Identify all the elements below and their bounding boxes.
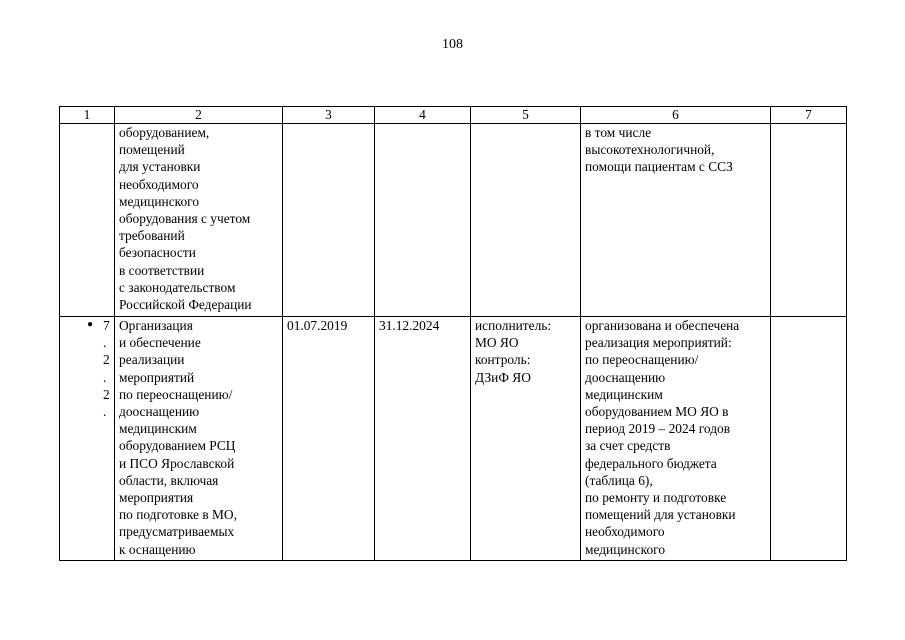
row2-number-cell [60, 317, 115, 561]
row2-start-date: 01.07.2019 [283, 317, 375, 561]
row2-measure-description: Организация и обеспечение реализации мероприятий по переоснащению/ дооснащению медицинским оборудованием РСЦ и ПСО Ярославской области, включая мероприятия по подготовке в МО, предусматриваемых к оснащению [115, 317, 283, 561]
header-cell-1: 1 [60, 107, 115, 124]
header-cell-7: 7 [771, 107, 847, 124]
row1-measure-description: оборудованием, помещений для установки необходимого медицинского оборудования с учетом требований безопасности в соответствии с законодательством Российской Федерации [115, 124, 283, 317]
row1-number-cell [60, 124, 115, 317]
row2-end-date: 31.12.2024 [375, 317, 471, 561]
table-row-continuation [60, 124, 847, 317]
page-number: 108 [442, 37, 463, 52]
item-number: 7 . 2 . 2 . [103, 318, 110, 420]
row1-end-date-cell [375, 124, 471, 317]
row1-result-description: в том числе высокотехнологичной, помощи пациентам с ССЗ [581, 124, 771, 317]
row1-col7-cell [771, 124, 847, 317]
row2-result-description: организована и обеспечена реализация мероприятий: по переоснащению/ дооснащению медицинским оборудованием МО ЯО в период 2019 – 2024 годов за счет средств федерального бюджета (таблица 6), по ремонту и подготовке помещений для установки необходимого медицинского [581, 317, 771, 561]
row1-responsible-cell [471, 124, 581, 317]
list-bullet-icon: ● [87, 319, 94, 330]
header-cell-3: 3 [283, 107, 375, 124]
header-cell-6: 6 [581, 107, 771, 124]
table-header-row [60, 107, 847, 124]
header-cell-2: 2 [115, 107, 283, 124]
row2-responsible: исполнитель: МО ЯО контроль: ДЗиФ ЯО [471, 317, 581, 561]
row2-col7-cell [771, 317, 847, 561]
row1-start-date-cell [283, 124, 375, 317]
document-table [59, 106, 847, 561]
header-cell-4: 4 [375, 107, 471, 124]
header-cell-5: 5 [471, 107, 581, 124]
table-row-7-2-2 [60, 317, 847, 561]
